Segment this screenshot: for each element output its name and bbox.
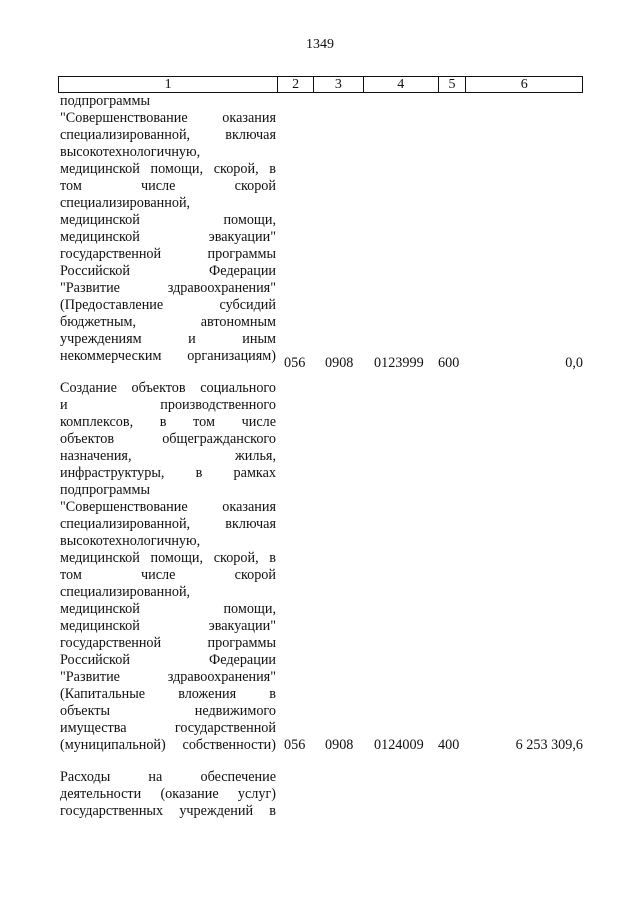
header-col-5: 5 — [439, 77, 467, 92]
table-header — [58, 76, 583, 93]
desc-line: учреждениям и иным — [60, 331, 276, 347]
target-code: 0124009 — [374, 737, 424, 753]
header-col-3: 3 — [314, 77, 364, 92]
amount-value: 6 253 309,6 — [515, 737, 583, 753]
header-col-1: 1 — [59, 77, 278, 92]
table-row — [58, 380, 583, 760]
ministry-code: 056 — [284, 355, 306, 371]
desc-line: (муниципальной) собственности) — [60, 737, 276, 753]
section-code: 0908 — [325, 355, 354, 371]
desc-line: объекты недвижимого — [60, 703, 276, 719]
desc-line: комплексов, в том числе — [60, 414, 276, 430]
desc-line: подпрограммы — [60, 93, 150, 109]
desc-line: и производственного — [60, 397, 276, 413]
row-description — [60, 93, 276, 365]
desc-line: "Развитие здравоохранения" — [60, 280, 276, 296]
ministry-code: 056 — [284, 737, 306, 753]
desc-line: специализированной, включая — [60, 127, 276, 143]
desc-line: "Совершенствование оказания — [60, 499, 276, 515]
desc-line: медицинской помощи, скорой, в — [60, 161, 276, 177]
desc-line: медицинской эвакуации" — [60, 229, 276, 245]
desc-line: государственных учреждений в — [60, 803, 276, 819]
desc-line: государственной программы — [60, 246, 276, 262]
desc-line: некоммерческим организациям) — [60, 348, 276, 364]
desc-line: государственной программы — [60, 635, 276, 651]
desc-line: медицинской эвакуации" — [60, 618, 276, 634]
desc-line: специализированной, включая — [60, 516, 276, 532]
desc-line: бюджетным, автономным — [60, 314, 276, 330]
desc-line: медицинской помощи, — [60, 601, 276, 617]
table-row — [58, 93, 583, 373]
desc-line: (Капитальные вложения в — [60, 686, 276, 702]
desc-line: медицинской помощи, скорой, в — [60, 550, 276, 566]
table-row — [58, 769, 583, 829]
desc-line: имущества государственной — [60, 720, 276, 736]
desc-line: Российской Федерации — [60, 263, 276, 279]
target-code: 0123999 — [374, 355, 424, 371]
header-col-6: 6 — [520, 77, 528, 92]
desc-line: высокотехнологичную, — [60, 533, 201, 549]
row-description — [60, 769, 276, 820]
section-code: 0908 — [325, 737, 354, 753]
desc-line: назначения, жилья, — [60, 448, 276, 464]
desc-line: высокотехнологичную, — [60, 144, 201, 160]
desc-line: Расходы на обеспечение — [60, 769, 276, 785]
desc-line: специализированной, — [60, 195, 191, 211]
header-col-2: 2 — [278, 77, 314, 92]
desc-line: деятельности (оказание услуг) — [60, 786, 276, 802]
desc-line: том числе скорой — [60, 567, 276, 583]
desc-line: "Совершенствование оказания — [60, 110, 276, 126]
desc-line: Российской Федерации — [60, 652, 276, 668]
page-number: 1349 — [306, 37, 334, 52]
amount-value: 0,0 — [565, 355, 583, 371]
desc-line: подпрограммы — [60, 482, 150, 498]
row-description — [60, 380, 276, 754]
desc-line: Создание объектов социального — [60, 380, 276, 396]
desc-line: (Предоставление субсидий — [60, 297, 276, 313]
expense-type-code: 400 — [438, 737, 460, 753]
desc-line: медицинской помощи, — [60, 212, 276, 228]
desc-line: специализированной, — [60, 584, 191, 600]
desc-line: инфраструктуры, в рамках — [60, 465, 276, 481]
expense-type-code: 600 — [438, 355, 460, 371]
header-col-4: 4 — [364, 77, 439, 92]
desc-line: объектов общегражданского — [60, 431, 276, 447]
desc-line: том числе скорой — [60, 178, 276, 194]
desc-line: "Развитие здравоохранения" — [60, 669, 276, 685]
